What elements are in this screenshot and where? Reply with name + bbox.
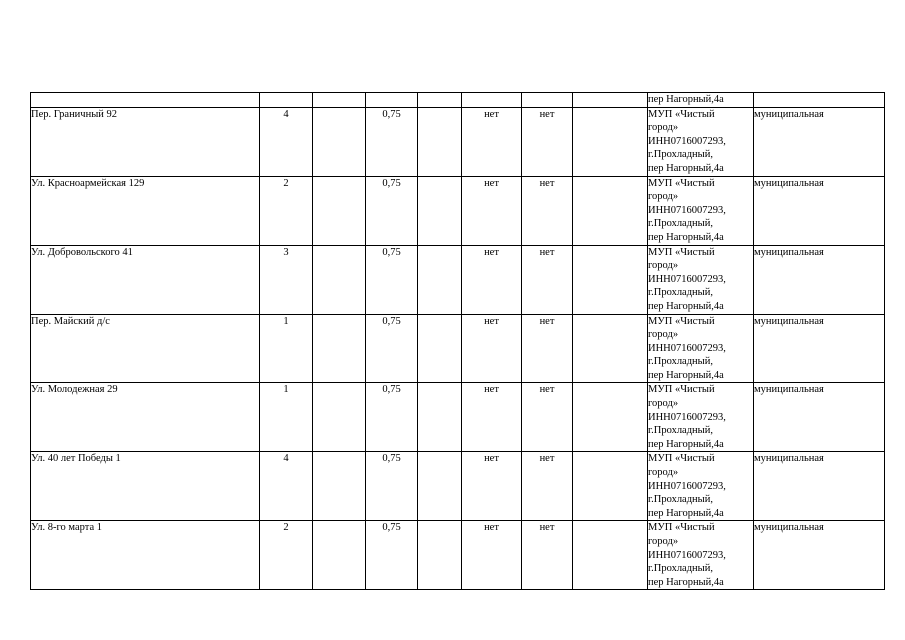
owner-line: город» bbox=[648, 122, 679, 134]
address-cell: Ул. Красноармейская 129 bbox=[31, 176, 260, 245]
owner-line: пер Нагорный,4а bbox=[648, 576, 724, 588]
address-cell: Ул. Молодежная 29 bbox=[31, 383, 260, 452]
table-row bbox=[31, 452, 885, 521]
flag-cell: нет bbox=[522, 521, 573, 590]
owner-line: пер Нагорный,4а bbox=[648, 300, 724, 312]
owner-line: город» bbox=[648, 536, 679, 547]
cell-empty bbox=[418, 176, 462, 245]
flag-cell: нет bbox=[462, 521, 522, 590]
owner-line: МУП «Чистый bbox=[648, 315, 715, 327]
cell-empty bbox=[573, 245, 648, 314]
owner-line: г.Прохладный, bbox=[648, 287, 713, 299]
cell-empty bbox=[418, 93, 462, 108]
owner-line: пер Нагорный,4а bbox=[648, 438, 724, 450]
table-row bbox=[31, 314, 885, 383]
cell-empty bbox=[573, 107, 648, 176]
owner-line: ИНН0716007293, bbox=[648, 480, 726, 492]
cell-empty bbox=[418, 383, 462, 452]
cell-empty bbox=[313, 93, 366, 108]
cell-empty bbox=[366, 93, 418, 108]
flag-cell: нет bbox=[522, 452, 573, 521]
owner-line: г.Прохладный, bbox=[648, 218, 713, 230]
property-type-cell: муниципальная bbox=[754, 383, 885, 452]
cell-empty bbox=[418, 314, 462, 383]
flag-cell: нет bbox=[522, 245, 573, 314]
cell-empty bbox=[31, 93, 260, 108]
cell-empty bbox=[754, 93, 885, 108]
cell-empty bbox=[573, 93, 648, 108]
flag-cell: нет bbox=[522, 176, 573, 245]
flag-cell: нет bbox=[522, 314, 573, 383]
cell-empty bbox=[313, 245, 366, 314]
volume-cell: 0,75 bbox=[366, 107, 418, 176]
address-cell: Пер. Майский д/с bbox=[31, 314, 260, 383]
address-cell: Пер. Граничный 92 bbox=[31, 107, 260, 176]
container-count-cell: 2 bbox=[260, 521, 313, 590]
owner-cell bbox=[648, 176, 754, 245]
cell-empty bbox=[573, 383, 648, 452]
owner-line: город» bbox=[648, 260, 679, 272]
container-count-cell: 2 bbox=[260, 176, 313, 245]
cell-empty bbox=[418, 521, 462, 590]
address-cell: Ул. 8-го марта 1 bbox=[31, 521, 260, 590]
property-type-cell: муниципальная bbox=[754, 452, 885, 521]
volume-cell: 0,75 bbox=[366, 245, 418, 314]
container-sites-table bbox=[30, 92, 885, 590]
owner-cell bbox=[648, 383, 754, 452]
owner-line: город» bbox=[648, 191, 679, 203]
owner-line: МУП «Чистый bbox=[648, 522, 715, 534]
owner-cell bbox=[648, 521, 754, 590]
owner-cell bbox=[648, 314, 754, 383]
cell-empty bbox=[313, 107, 366, 176]
cell-empty bbox=[313, 314, 366, 383]
container-count-cell: 4 bbox=[260, 452, 313, 521]
flag-cell: нет bbox=[462, 107, 522, 176]
owner-line: МУП «Чистый bbox=[648, 246, 715, 258]
owner-line: МУП «Чистый bbox=[648, 108, 715, 120]
flag-cell: нет bbox=[462, 383, 522, 452]
table-row bbox=[31, 383, 885, 452]
cell-empty bbox=[573, 314, 648, 383]
flag-cell: нет bbox=[522, 383, 573, 452]
container-count-cell: 1 bbox=[260, 314, 313, 383]
owner-line: пер Нагорный,4а bbox=[648, 94, 724, 105]
cell-empty bbox=[313, 521, 366, 590]
flag-cell: нет bbox=[462, 452, 522, 521]
cell-empty bbox=[313, 176, 366, 245]
cell-empty bbox=[462, 93, 522, 108]
owner-line: МУП «Чистый bbox=[648, 384, 715, 396]
table-row bbox=[31, 176, 885, 245]
owner-line: г.Прохладный, bbox=[648, 425, 713, 437]
owner-cell bbox=[648, 107, 754, 176]
volume-cell: 0,75 bbox=[366, 176, 418, 245]
cell-empty bbox=[313, 383, 366, 452]
volume-cell: 0,75 bbox=[366, 383, 418, 452]
owner-line: г.Прохладный, bbox=[648, 149, 713, 161]
volume-cell: 0,75 bbox=[366, 314, 418, 383]
table-row-continued bbox=[31, 93, 885, 108]
volume-cell: 0,75 bbox=[366, 521, 418, 590]
cell-empty bbox=[573, 176, 648, 245]
property-type-cell: муниципальная bbox=[754, 314, 885, 383]
table-row bbox=[31, 107, 885, 176]
property-type-cell: муниципальная bbox=[754, 176, 885, 245]
owner-cell bbox=[648, 452, 754, 521]
cell-empty bbox=[522, 93, 573, 108]
owner-line: ИНН0716007293, bbox=[648, 342, 726, 354]
container-count-cell: 4 bbox=[260, 107, 313, 176]
owner-line: пер Нагорный,4а bbox=[648, 507, 724, 519]
container-count-cell: 3 bbox=[260, 245, 313, 314]
cell-empty bbox=[573, 452, 648, 521]
flag-cell: нет bbox=[462, 245, 522, 314]
property-type-cell: муниципальная bbox=[754, 245, 885, 314]
container-count-cell: 1 bbox=[260, 383, 313, 452]
owner-line: город» bbox=[648, 329, 679, 341]
owner-line: город» bbox=[648, 398, 679, 410]
owner-line: пер Нагорный,4а bbox=[648, 162, 724, 174]
owner-line: ИНН0716007293, bbox=[648, 135, 726, 147]
owner-line: г.Прохладный, bbox=[648, 494, 713, 506]
cell-empty bbox=[573, 521, 648, 590]
volume-cell: 0,75 bbox=[366, 452, 418, 521]
cell-empty bbox=[260, 93, 313, 108]
table-row bbox=[31, 245, 885, 314]
cell-empty bbox=[418, 245, 462, 314]
table-body bbox=[31, 93, 885, 590]
cell-empty bbox=[418, 452, 462, 521]
property-type-cell: муниципальная bbox=[754, 107, 885, 176]
owner-line: МУП «Чистый bbox=[648, 453, 715, 465]
owner-line: пер Нагорный,4а bbox=[648, 231, 724, 243]
owner-line: МУП «Чистый bbox=[648, 177, 715, 189]
address-cell: Ул. Добровольского 41 bbox=[31, 245, 260, 314]
owner-line: город» bbox=[648, 467, 679, 479]
owner-line: ИНН0716007293, bbox=[648, 549, 726, 561]
flag-cell: нет bbox=[462, 314, 522, 383]
owner-cell bbox=[648, 245, 754, 314]
owner-line: г.Прохладный, bbox=[648, 356, 713, 368]
owner-line: ИНН0716007293, bbox=[648, 273, 726, 285]
owner-line: пер Нагорный,4а bbox=[648, 369, 724, 381]
flag-cell: нет bbox=[462, 176, 522, 245]
table-row bbox=[31, 521, 885, 590]
owner-line: ИНН0716007293, bbox=[648, 204, 726, 216]
flag-cell: нет bbox=[522, 107, 573, 176]
owner-line: ИНН0716007293, bbox=[648, 411, 726, 423]
cell-empty bbox=[313, 452, 366, 521]
property-type-cell: муниципальная bbox=[754, 521, 885, 590]
owner-cell bbox=[648, 93, 754, 108]
address-cell: Ул. 40 лет Победы 1 bbox=[31, 452, 260, 521]
owner-line: г.Прохладный, bbox=[648, 563, 713, 575]
cell-empty bbox=[418, 107, 462, 176]
